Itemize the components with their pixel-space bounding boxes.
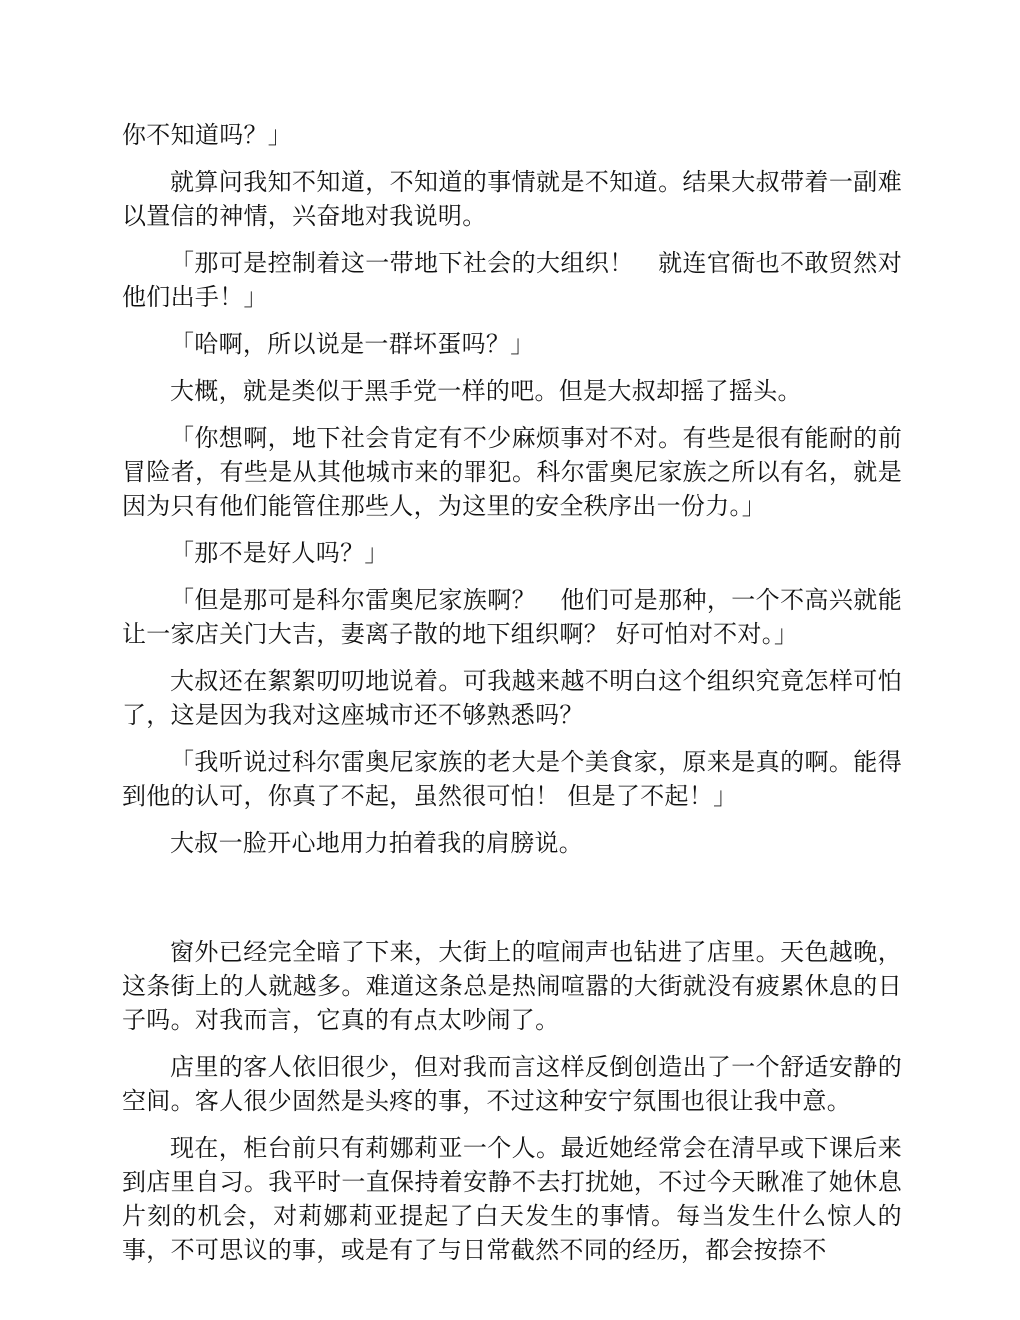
paragraph: 大叔一脸开心地用力拍着我的肩膀说。 — [170, 829, 584, 857]
paragraph: 店里的客人依旧很少，但对我而言这样反倒创造出了一个舒适安静的空间。客人很少固然是头疼的事，不过这种安宁氛围也很让我中意。 — [122, 1053, 902, 1115]
paragraph: 「我听说过科尔雷奥尼家族的老大是个美食家，原来是真的啊。能得到他的认可，你真了不起，虽然很可怕！ 但是了不起！」 — [122, 748, 902, 810]
paragraph: 窗外已经完全暗了下来，大街上的喧闹声也钻进了店里。天色越晚，这条街上的人就越多。难道这条总是热闹喧嚣的大街就没有疲累休息的日子吗。对我而言，它真的有点太吵闹了。 — [122, 938, 902, 1034]
paragraph: 你不知道吗？」 — [122, 121, 293, 149]
paragraph: 「哈啊，所以说是一群坏蛋吗？」 — [170, 330, 535, 358]
paragraph: 「那不是好人吗？」 — [170, 539, 389, 567]
paragraph: 就算问我知不知道，不知道的事情就是不知道。结果大叔带着一副难以置信的神情，兴奋地对我说明。 — [122, 168, 902, 230]
paragraph: 「你想啊，地下社会肯定有不少麻烦事对不对。有些是很有能耐的前冒险者，有些是从其他城市来的罪犯。科尔雷奥尼家族之所以有名，就是因为只有他们能管住那些人，为这里的安全秩序出一份力。」 — [122, 424, 902, 520]
paragraph: 「但是那可是科尔雷奥尼家族啊？ 他们可是那种，一个不高兴就能让一家店关门大吉，妻离子散的地下组织啊？ 好可怕对不对。」 — [122, 586, 902, 648]
paragraph: 现在，柜台前只有莉娜莉亚一个人。最近她经常会在清早或下课后来到店里自习。我平时一直保持着安静不去打扰她，不过今天瞅准了她休息片刻的机会，对莉娜莉亚提起了白天发生的事情。每当发生什么惊人的事，不可思议的事，或是有了与日常截然不同的经历，都会按捺不 — [122, 1134, 902, 1264]
paragraph: 「那可是控制着这一带地下社会的大组织！ 就连官衙也不敢贸然对他们出手！」 — [122, 249, 902, 311]
paragraph: 大叔还在絮絮叨叨地说着。可我越来越不明白这个组织究竟怎样可怕了，这是因为我对这座城市还不够熟悉吗？ — [122, 667, 902, 729]
paragraph: 大概，就是类似于黑手党一样的吧。但是大叔却摇了摇头。 — [170, 377, 802, 405]
body-text — [122, 118, 902, 1280]
scene-break — [122, 873, 902, 935]
